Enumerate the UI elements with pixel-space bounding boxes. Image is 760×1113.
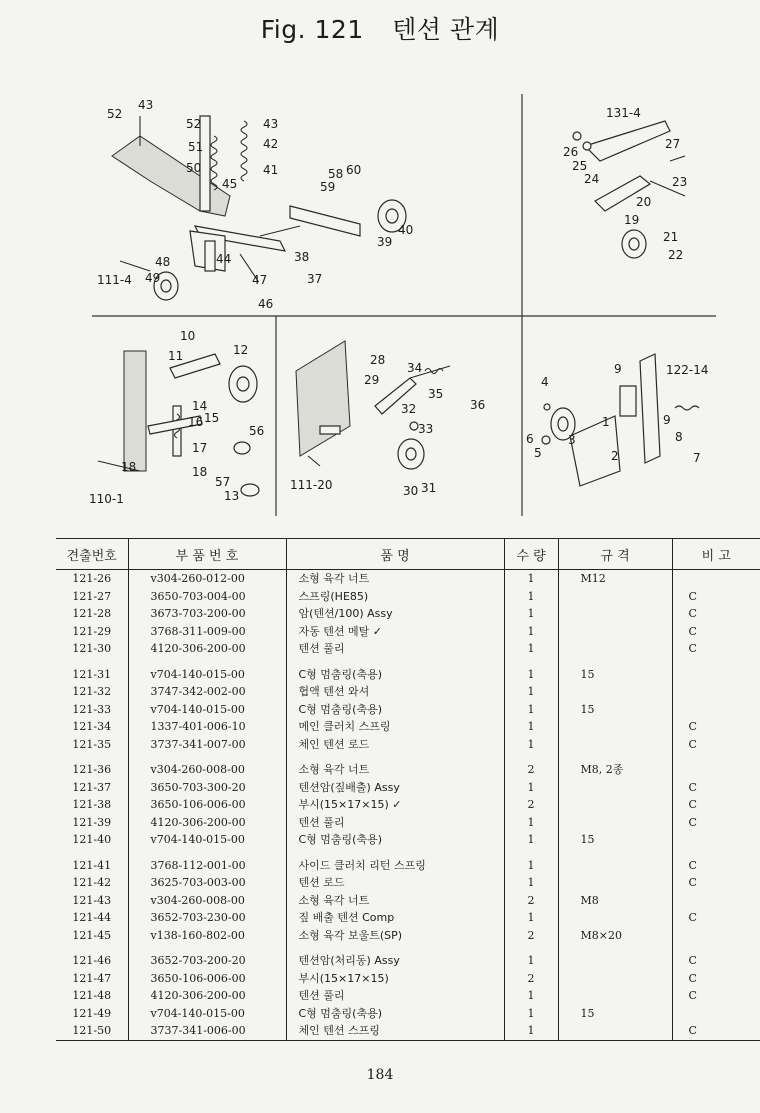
table-row [56, 796, 760, 814]
cell-ref-no: 121-27 [72, 589, 112, 603]
cell-spec [558, 623, 672, 641]
spring-rod [200, 116, 210, 211]
cell-spec [558, 718, 672, 736]
cell-ref-no: 121-37 [72, 780, 112, 794]
cell-quantity: 2 [504, 753, 558, 779]
cell-quantity: 1 [504, 849, 558, 875]
cell-part-number: v304-260-008-00 [128, 753, 286, 779]
cell-spec [558, 588, 672, 606]
cell-quantity: 1 [504, 874, 558, 892]
callout-label: 30 [403, 484, 419, 498]
cell-part-name: 텐션 풀리 [286, 640, 504, 658]
cell-remarks: C [672, 796, 760, 814]
callout-label: 11 [168, 349, 184, 363]
table-row [56, 701, 760, 719]
cell-remarks: C [672, 779, 760, 797]
cell-remarks: C [672, 1022, 760, 1040]
callout-label: 46 [258, 297, 274, 311]
table-row [56, 874, 760, 892]
callout-label: 31 [421, 481, 437, 495]
callout-label: 16 [188, 415, 204, 429]
table-row [56, 753, 760, 779]
header-part-number: 부 품 번 호 [128, 539, 286, 570]
cell-part-number: v704-140-015-00 [128, 1005, 286, 1023]
cell-quantity: 1 [504, 831, 558, 849]
panel-c-bracket [98, 351, 259, 496]
table-row [56, 605, 760, 623]
table-header-row [56, 539, 760, 570]
callout-label: 28 [370, 353, 386, 367]
cell-quantity: 1 [504, 1022, 558, 1040]
cell-part-number: v704-140-015-00 [128, 658, 286, 684]
cell-remarks: C [672, 849, 760, 875]
cell-spec [558, 640, 672, 658]
cell-part-number: v704-140-015-00 [128, 701, 286, 719]
callout-label: 8 [675, 430, 683, 444]
callout-label: 32 [401, 402, 417, 416]
table-row [56, 909, 760, 927]
callout-label: 23 [672, 175, 688, 189]
table-row [56, 779, 760, 797]
cell-ref-no: 121-46 [72, 954, 112, 967]
exploded-parts-diagram [0, 86, 760, 522]
cell-remarks: C [672, 640, 760, 658]
table-row [56, 683, 760, 701]
cell-part-name: C형 멈춤링(축용) [286, 658, 504, 684]
cell-quantity: 1 [504, 701, 558, 719]
callout-label: 25 [572, 159, 588, 173]
table-row [56, 944, 760, 970]
table-row [56, 718, 760, 736]
callout-label: 18 [121, 460, 137, 474]
callout-label: 13 [224, 489, 240, 503]
cell-part-number: v138-160-802-00 [128, 927, 286, 945]
callout-label: 43 [138, 98, 154, 112]
cell-part-number: 4120-306-200-00 [128, 987, 286, 1005]
tension-rod [290, 206, 360, 236]
parts-table [56, 538, 760, 1041]
callout-label: 14 [192, 399, 208, 413]
cell-ref-no: 121-44 [72, 911, 112, 924]
cell-remarks: C [672, 970, 760, 988]
cell-part-number: 3768-311-009-00 [128, 623, 286, 641]
callout-label: 24 [584, 172, 600, 186]
callout-label: 19 [624, 213, 640, 227]
cell-part-name: 스프링(HE85) [286, 588, 504, 606]
cell-ref-no: 121-34 [72, 720, 112, 733]
table-row [56, 570, 760, 588]
callout-label: 35 [428, 387, 444, 401]
table-row [56, 588, 760, 606]
cell-spec [558, 909, 672, 927]
cell-part-name: 협액 텐션 와셔 [286, 683, 504, 701]
spring [241, 121, 247, 181]
table-row [56, 987, 760, 1005]
cell-part-number: v304-260-012-00 [128, 570, 286, 588]
cell-ref-no: 121-49 [72, 1006, 112, 1020]
callout-label: 15 [204, 411, 220, 425]
callout-label: 5 [534, 446, 542, 460]
table-row [56, 892, 760, 910]
callout-label: 40 [398, 223, 414, 237]
cell-part-number: 3650-703-300-20 [128, 779, 286, 797]
cell-part-name: C형 멈춤링(축용) [286, 1005, 504, 1023]
cell-ref-no: 121-30 [72, 642, 112, 655]
cell-ref-no: 121-29 [72, 624, 112, 638]
cell-spec: 15 [558, 701, 672, 719]
cell-part-name: 소형 육각 너트 [286, 892, 504, 910]
cell-spec [558, 605, 672, 623]
callout-label: 51 [188, 140, 204, 154]
callout-label: 59 [320, 180, 336, 194]
page-number: 184 [366, 1067, 394, 1083]
cell-spec: 15 [558, 831, 672, 849]
table-row [56, 640, 760, 658]
header-ref-no: 견출번호 [56, 539, 128, 570]
cell-quantity: 1 [504, 623, 558, 641]
header-spec: 규 격 [558, 539, 672, 570]
cell-ref-no: 121-43 [72, 893, 112, 907]
cell-ref-no: 121-35 [72, 737, 112, 751]
cell-spec [558, 779, 672, 797]
callout-label: 43 [263, 117, 279, 131]
callout-label: 110-1 [89, 492, 124, 506]
cell-quantity: 1 [504, 640, 558, 658]
callout-label: 34 [407, 361, 423, 375]
frame-post [124, 351, 146, 471]
callout-label: 22 [668, 248, 684, 262]
cell-part-number: 4120-306-200-00 [128, 814, 286, 832]
cell-remarks [672, 701, 760, 719]
callout-label: 36 [470, 398, 486, 412]
callout-label: 33 [418, 422, 434, 436]
cell-part-number: 3652-703-230-00 [128, 909, 286, 927]
cell-remarks [672, 831, 760, 849]
callout-label: 48 [155, 255, 171, 269]
cell-quantity: 1 [504, 909, 558, 927]
cell-quantity: 1 [504, 718, 558, 736]
cell-ref-no: 121-48 [72, 989, 112, 1002]
callout-label: 42 [263, 137, 279, 151]
table-row [56, 658, 760, 684]
cell-quantity: 2 [504, 796, 558, 814]
cell-spec [558, 849, 672, 875]
cell-remarks [672, 683, 760, 701]
callout-label: 56 [249, 424, 265, 438]
callout-label: 26 [563, 145, 579, 159]
cell-part-name: 텐션 풀리 [286, 814, 504, 832]
cell-part-name: 소형 육각 너트 [286, 753, 504, 779]
cell-remarks: C [672, 909, 760, 927]
callout-label: 18 [192, 465, 208, 479]
cell-part-name: 텐션 풀리 [286, 987, 504, 1005]
table-row [56, 831, 760, 849]
cell-spec [558, 814, 672, 832]
cell-spec [558, 944, 672, 970]
frame-plate [296, 341, 350, 456]
cell-part-number: 3650-106-006-00 [128, 970, 286, 988]
cell-ref-no: 121-45 [72, 928, 112, 942]
cell-part-name: 부시(15×17×15) ✓ [286, 796, 504, 814]
callout-label: 52 [186, 117, 202, 131]
cell-quantity: 1 [504, 987, 558, 1005]
cell-quantity: 1 [504, 779, 558, 797]
callout-label: 131-4 [606, 106, 641, 120]
cell-ref-no: 121-32 [72, 685, 112, 698]
cell-quantity: 1 [504, 1005, 558, 1023]
cell-quantity: 1 [504, 605, 558, 623]
callout-label: 47 [252, 273, 268, 287]
cell-ref-no: 121-50 [56, 1022, 128, 1040]
cell-quantity: 1 [504, 944, 558, 970]
cell-part-name: 짚 배출 텐션 Comp [286, 909, 504, 927]
table-row [56, 970, 760, 988]
callout-label: 12 [233, 343, 249, 357]
cell-quantity: 1 [504, 814, 558, 832]
cell-remarks: C [672, 588, 760, 606]
spring [211, 136, 217, 190]
cell-quantity: 1 [504, 736, 558, 754]
cell-remarks [672, 1005, 760, 1023]
cell-ref-no: 121-47 [72, 971, 112, 985]
cell-quantity: 2 [504, 927, 558, 945]
cell-spec: M8, 2종 [558, 753, 672, 779]
cell-part-name: 메인 클러치 스프링 [286, 718, 504, 736]
cell-ref-no: 121-33 [72, 702, 112, 716]
callout-label: 37 [307, 272, 323, 286]
cell-ref-no: 121-38 [72, 798, 112, 811]
cell-spec: M8 [558, 892, 672, 910]
cell-spec [558, 1022, 672, 1040]
spring [675, 406, 699, 410]
callout-label: 39 [377, 235, 393, 249]
cell-remarks [672, 892, 760, 910]
cell-part-number: 3673-703-200-00 [128, 605, 286, 623]
callout-label: 3 [568, 433, 576, 447]
cell-remarks: C [672, 944, 760, 970]
callout-label: 21 [663, 230, 679, 244]
cell-spec [558, 736, 672, 754]
cell-part-name: 체인 텐션 스프링 [286, 1022, 504, 1040]
cell-remarks: C [672, 874, 760, 892]
callout-label: 111-4 [97, 273, 132, 287]
cell-part-number: 3650-703-004-00 [128, 588, 286, 606]
callout-label: 45 [222, 177, 238, 191]
cell-quantity: 1 [504, 683, 558, 701]
callout-label: 2 [611, 449, 619, 463]
cell-ref-no: 121-39 [72, 815, 112, 829]
cell-part-number: 3652-703-200-20 [128, 944, 286, 970]
header-part-name: 품 명 [286, 539, 504, 570]
table-row [56, 1022, 760, 1040]
cell-quantity: 2 [504, 970, 558, 988]
cell-remarks: C [672, 814, 760, 832]
callout-label: 50 [186, 161, 202, 175]
cell-part-number: v704-140-015-00 [128, 831, 286, 849]
callout-label: 9 [663, 413, 671, 427]
arm-lever [585, 121, 670, 161]
cell-part-number: v304-260-008-00 [128, 892, 286, 910]
cell-ref-no: 121-28 [72, 607, 112, 620]
cell-remarks: C [672, 718, 760, 736]
cell-spec: M8×20 [558, 927, 672, 945]
cell-ref-no: 121-26 [72, 572, 112, 585]
frame-bar [640, 354, 660, 463]
callout-label: 1 [602, 415, 610, 429]
cell-remarks [672, 927, 760, 945]
figure-title: 텐션 관계 [392, 15, 500, 44]
cell-part-name: C형 멈춤링(축용) [286, 701, 504, 719]
cell-part-number: 3747-342-002-00 [128, 683, 286, 701]
cell-spec [558, 796, 672, 814]
callout-label: 29 [364, 373, 380, 387]
cell-spec: 15 [558, 658, 672, 684]
callout-label: 10 [180, 329, 196, 343]
cell-part-name: C형 멈춤링(축용) [286, 831, 504, 849]
cell-spec: 15 [558, 1005, 672, 1023]
cell-part-name: 텐션 로드 [286, 874, 504, 892]
frame-plate [112, 136, 230, 216]
table-row [56, 814, 760, 832]
cell-part-number: 3768-112-001-00 [128, 849, 286, 875]
cell-quantity: 1 [504, 658, 558, 684]
callout-label: 60 [346, 163, 362, 177]
cell-part-name: 텐션암(처리동) Assy [286, 944, 504, 970]
cell-part-number: 1337-401-006-10 [128, 718, 286, 736]
callout-label: 27 [665, 137, 681, 151]
cell-remarks [672, 658, 760, 684]
callout-label: 52 [107, 107, 123, 121]
figure-number: Fig. 121 [260, 15, 364, 44]
cell-ref-no: 121-31 [72, 667, 112, 681]
cell-part-name: 텐션암(짚배출) Assy [286, 779, 504, 797]
cell-ref-no: 121-41 [72, 858, 112, 872]
callout-label: 122-14 [666, 363, 709, 377]
cell-ref-no: 121-36 [72, 763, 112, 776]
cell-remarks [672, 753, 760, 779]
cell-spec: M12 [558, 570, 672, 588]
cell-spec [558, 970, 672, 988]
cell-remarks [672, 570, 760, 588]
cell-quantity: 1 [504, 570, 558, 588]
cell-part-number: 3650-106-006-00 [128, 796, 286, 814]
callout-label: 38 [294, 250, 310, 264]
callout-label: 41 [263, 163, 279, 177]
cell-spec [558, 683, 672, 701]
cell-part-name: 암(텐션/100) Assy [286, 605, 504, 623]
cell-part-number: 3737-341-007-00 [128, 736, 286, 754]
cell-part-name: 소형 육각 너트 [286, 570, 504, 588]
callout-label: 58 [328, 167, 344, 181]
callout-label: 111-20 [290, 478, 333, 492]
callout-label: 9 [614, 362, 622, 376]
cell-ref-no: 121-42 [72, 876, 112, 889]
table-row [56, 849, 760, 875]
table-row [56, 927, 760, 945]
cell-part-name: 사이드 클러치 리턴 스프링 [286, 849, 504, 875]
callout-label: 44 [216, 252, 232, 266]
callout-label: 49 [145, 271, 161, 285]
callout-label: 7 [693, 451, 701, 465]
table-row [56, 736, 760, 754]
parts-table-body [56, 570, 760, 1041]
cell-ref-no: 121-40 [72, 833, 112, 846]
cell-quantity: 1 [504, 588, 558, 606]
cell-part-name: 부시(15×17×15) [286, 970, 504, 988]
diagram-svg [0, 86, 760, 522]
cell-remarks: C [672, 736, 760, 754]
cell-part-name: 소형 육각 보울트(SP) [286, 927, 504, 945]
callout-label: 17 [192, 441, 208, 455]
cell-part-number: 3625-703-003-00 [128, 874, 286, 892]
cell-spec [558, 987, 672, 1005]
cell-remarks: C [672, 987, 760, 1005]
header-remarks: 비 고 [672, 539, 760, 570]
callout-label: 4 [541, 375, 549, 389]
callout-label: 20 [636, 195, 652, 209]
cell-part-name: 체인 텐션 로드 [286, 736, 504, 754]
cell-remarks: C [672, 605, 760, 623]
cell-part-number: 4120-306-200-00 [128, 640, 286, 658]
table-row [56, 623, 760, 641]
cell-spec [558, 874, 672, 892]
header-quantity: 수 량 [504, 539, 558, 570]
cell-part-name: 자동 텐션 메탈 ✓ [286, 623, 504, 641]
callout-label: 57 [215, 475, 231, 489]
cell-remarks: C [672, 623, 760, 641]
table-row [56, 1005, 760, 1023]
cell-part-number: 3737-341-006-00 [128, 1022, 286, 1040]
callout-label: 6 [526, 432, 534, 446]
page-title [0, 10, 760, 46]
cell-quantity: 2 [504, 892, 558, 910]
